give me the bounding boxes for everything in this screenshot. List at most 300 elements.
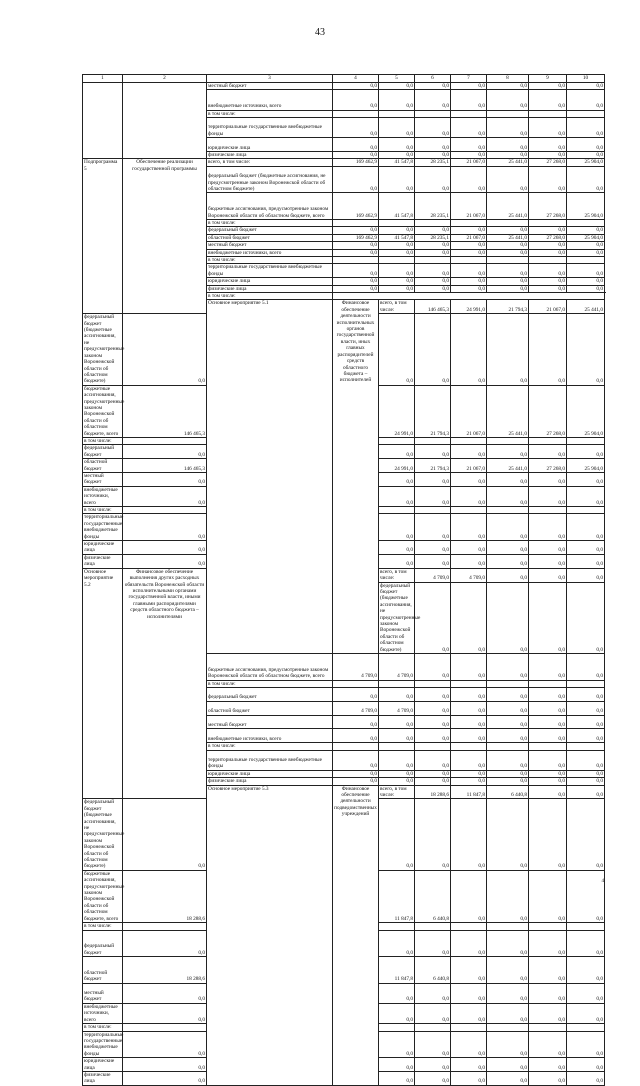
amount-cell: 0,0 [451,799,487,870]
amount-cell: 0,0 [451,715,487,729]
amount-cell: 0,0 [333,687,379,701]
amount-cell: 0,0 [567,242,605,249]
amount-cell: 0,0 [487,249,529,256]
amount-cell: 25 441,0 [487,159,529,166]
empty-cell [415,507,451,514]
amount-cell: 0,0 [379,151,415,158]
amount-cell: 0,0 [333,166,379,193]
amount-cell: 0,0 [567,1071,605,1085]
amount-cell: 0,0 [415,983,451,1003]
empty-cell [415,923,451,930]
amount-cell: 0,0 [487,445,529,459]
amount-cell: 0,0 [487,314,529,385]
column-header: 1 [83,75,123,83]
funding-source: внебюджетные источники, всего [207,249,333,256]
amount-cell: 0,0 [487,541,529,555]
amount-cell: 0,0 [379,249,415,256]
amount-cell: 27 268,0 [529,459,567,473]
amount-cell: 21 794,3 [415,385,451,437]
amount-cell: 0,0 [487,83,529,90]
amount-cell: 4 709,0 [451,568,487,582]
empty-cell [379,437,415,444]
amount-cell: 0,0 [379,770,415,777]
amount-cell: 0,0 [451,278,487,285]
amount-cell: 0,0 [379,514,415,541]
funding-source: в том числе: [207,257,333,264]
amount-cell: 0,0 [379,90,415,110]
amount-cell: 41 547,8 [379,193,415,220]
empty-cell [529,257,567,264]
amount-cell: 0,0 [415,541,451,555]
amount-cell: 25 904,0 [567,234,605,241]
empty-cell [333,257,379,264]
amount-cell: 41 547,8 [379,234,415,241]
funding-source: местный бюджет [207,83,333,90]
funding-source: федеральный бюджет [83,445,123,459]
column-header: 4 [333,75,379,83]
empty-cell [379,507,415,514]
funding-source: областной бюджет [207,701,333,715]
amount-cell: 146 465,3 [415,300,451,314]
amount-cell: 0,0 [451,750,487,770]
empty-cell [415,1024,451,1031]
amount-cell: 0,0 [333,90,379,110]
amount-cell: 25 904,0 [567,459,605,473]
amount-cell: 25 441,0 [567,300,605,314]
amount-cell: 21 067,0 [451,159,487,166]
amount-cell: 27 268,0 [529,234,567,241]
amount-cell: 0,0 [415,83,451,90]
empty-cell [451,110,487,117]
amount-cell: 0,0 [487,554,529,568]
amount-cell: 0,0 [567,473,605,487]
amount-cell: 6 440,8 [415,957,451,984]
amount-cell: 0,0 [451,445,487,459]
empty-cell [451,507,487,514]
amount-cell: 28 235,1 [415,234,451,241]
amount-cell: 0,0 [415,1031,451,1058]
amount-cell: 0,0 [451,930,487,957]
amount-cell: 0,0 [415,1058,451,1072]
amount-cell: 0,0 [487,701,529,715]
funding-source: федеральный бюджет (бюджетные ассигнования, не предусмотренные законом Воронежской области об областном бюджете) [380,582,421,653]
amount-cell: 0,0 [333,227,379,234]
amount-cell: 0,0 [415,151,451,158]
amount-cell: 11 847,8 [379,957,415,984]
empty-cell [333,219,379,226]
empty-cell [567,507,605,514]
amount-cell: 0,0 [529,957,567,984]
amount-cell: 4 709,0 [333,701,379,715]
funding-source: юридические лица [207,770,333,777]
amount-cell: 0,0 [567,118,605,138]
empty-cell [415,437,451,444]
amount-cell: 21 794,3 [487,300,529,314]
amount-cell: 0,0 [123,930,207,957]
amount-cell: 0,0 [487,264,529,278]
amount-cell: 0,0 [487,486,529,506]
empty-cell [379,743,415,750]
amount-cell: 0,0 [567,514,605,541]
amount-cell: 0,0 [529,785,567,799]
empty-cell [451,923,487,930]
amount-cell: 0,0 [529,870,567,922]
amount-cell: 0,0 [487,568,529,582]
amount-cell: 0,0 [333,778,379,785]
amount-cell: 0,0 [529,264,567,278]
amount-cell: 0,0 [451,285,487,292]
amount-cell: 25 904,0 [567,159,605,166]
empty-cell [487,507,529,514]
amount-cell: 0,0 [379,314,415,385]
empty-cell [567,923,605,930]
amount-cell: 27 268,0 [529,193,567,220]
footnote-mark: 4 [601,879,604,884]
amount-cell: 0,0 [415,486,451,506]
column-header: 6 [415,75,451,83]
amount-cell: 0,0 [415,249,451,256]
amount-cell: 0,0 [415,750,451,770]
funding-source: местный бюджет [83,473,123,487]
amount-cell: 0,0 [567,930,605,957]
amount-cell: 0,0 [567,1003,605,1023]
amount-cell: 146 465,3 [123,459,207,473]
amount-cell: 0,0 [567,785,605,799]
amount-cell: 0,0 [567,729,605,743]
amount-cell: 0,0 [415,90,451,110]
amount-cell: 0,0 [567,870,605,922]
column-header: 8 [487,75,529,83]
funding-source: территориальные государственные внебюджетные фонды [84,1031,124,1057]
section-label: в том числе: [207,293,333,300]
amount-cell: 0,0 [487,715,529,729]
table-header [83,75,605,83]
amount-cell: 0,0 [567,554,605,568]
amount-cell: 0,0 [567,445,605,459]
amount-cell: 0,0 [451,138,487,152]
amount-cell: 0,0 [487,653,529,680]
amount-cell: 0,0 [529,554,567,568]
amount-cell: 0,0 [415,799,451,870]
funding-source: бюджетные ассигнования, предусмотренные законом Воронежской области об областном бюджете, всего [84,385,125,437]
empty-cell [123,437,207,444]
amount-cell: 0,0 [487,151,529,158]
empty-cell [529,1024,567,1031]
funding-source: областной бюджет [207,234,333,241]
funding-source: местный бюджет [207,715,333,729]
amount-cell: 0,0 [567,715,605,729]
amount-cell: 0,0 [123,554,207,568]
empty-cell [333,293,605,300]
amount-cell: 0,0 [567,687,605,701]
empty-cell [333,680,379,687]
empty-cell [379,219,415,226]
amount-cell: 0,0 [529,285,567,292]
amount-cell: 0,0 [487,582,529,653]
amount-cell: 0,0 [487,687,529,701]
amount-cell: 0,0 [415,687,451,701]
amount-cell: 169 462,9 [333,234,379,241]
funding-source: внебюджетные источники, всего [83,1003,123,1023]
amount-cell: 0,0 [451,701,487,715]
empty-cell [529,923,567,930]
amount-cell: 0,0 [451,473,487,487]
amount-cell: 6 440,8 [487,785,529,799]
amount-cell: 0,0 [529,314,567,385]
amount-cell: 0,0 [451,870,487,922]
amount-cell: 0,0 [451,653,487,680]
amount-cell: 0,0 [379,1058,415,1072]
amount-cell: 0,0 [451,770,487,777]
empty-cell [451,680,487,687]
empty-cell [415,110,451,117]
empty-cell [487,257,529,264]
funding-source: всего, в том числе: [207,159,333,166]
funding-source: областной бюджет [83,957,123,984]
amount-cell: 28 235,1 [415,159,451,166]
amount-cell: 0,0 [379,541,415,555]
empty-cell [487,110,529,117]
amount-cell: 0,0 [415,514,451,541]
amount-cell: 28 235,1 [415,193,451,220]
amount-cell: 0,0 [487,285,529,292]
amount-cell: 0,0 [379,264,415,278]
funding-source: территориальные государственные внебюджетные фонды [207,118,333,138]
amount-cell: 6 440,8 [415,870,451,922]
empty-cell [567,437,605,444]
empty-cell [379,1024,415,1031]
amount-cell: 27 268,0 [529,385,567,437]
amount-cell: 0,0 [379,486,415,506]
amount-cell: 27 268,0 [529,159,567,166]
amount-cell: 0,0 [451,166,487,193]
amount-cell: 0,0 [333,118,379,138]
amount-cell: 0,0 [379,242,415,249]
empty-cell [333,743,379,750]
amount-cell: 169 462,9 [333,159,379,166]
amount-cell: 0,0 [529,486,567,506]
amount-cell: 0,0 [415,930,451,957]
program-code: Основное мероприятие 5.1 [207,300,333,654]
amount-cell: 0,0 [487,166,529,193]
amount-cell: 0,0 [415,653,451,680]
empty-cell [451,1024,487,1031]
amount-cell: 0,0 [123,1071,207,1085]
amount-cell: 25 441,0 [487,234,529,241]
amount-cell: 0,0 [415,264,451,278]
empty-cell [415,219,451,226]
amount-cell: 0,0 [415,314,451,385]
amount-cell: 0,0 [451,1071,487,1085]
amount-cell: 0,0 [487,1003,529,1023]
amount-cell: 0,0 [529,138,567,152]
amount-cell: 4 709,0 [415,568,451,582]
amount-cell: 0,0 [451,249,487,256]
amount-cell: 0,0 [415,227,451,234]
amount-cell: 0,0 [487,242,529,249]
funding-source: всего, в том числе: [379,568,415,582]
amount-cell: 0,0 [487,138,529,152]
amount-cell: 0,0 [529,799,567,870]
amount-cell: 0,0 [123,541,207,555]
amount-cell: 0,0 [529,568,567,582]
amount-cell: 25 441,0 [487,193,529,220]
funding-source: внебюджетные источники, всего [83,486,123,506]
amount-cell: 0,0 [379,445,415,459]
empty-cell [567,219,605,226]
empty-cell [415,680,451,687]
funding-source: юридические лица [83,541,123,555]
amount-cell: 0,0 [529,930,567,957]
empty-cell [567,110,605,117]
amount-cell: 0,0 [567,568,605,582]
amount-cell: 0,0 [415,770,451,777]
amount-cell: 24 991,0 [379,385,415,437]
empty-cell [83,83,123,159]
funding-source: федеральный бюджет (бюджетные ассигнования, не предусмотренные законом Воронежской области об областном бюджете) [84,799,125,870]
amount-cell: 0,0 [415,778,451,785]
amount-cell: 0,0 [567,166,605,193]
amount-cell: 0,0 [567,653,605,680]
empty-cell [567,257,605,264]
amount-cell: 0,0 [567,957,605,984]
empty-cell [379,680,415,687]
amount-cell: 0,0 [529,151,567,158]
empty-cell [379,923,415,930]
amount-cell: 0,0 [451,687,487,701]
amount-cell: 0,0 [451,227,487,234]
budget-table [82,74,605,1086]
amount-cell: 0,0 [415,729,451,743]
amount-cell: 0,0 [567,227,605,234]
empty-cell [529,219,567,226]
amount-cell: 0,0 [567,278,605,285]
funding-source: юридические лица [207,278,333,285]
amount-cell: 0,0 [451,264,487,278]
amount-cell: 0,0 [529,166,567,193]
amount-cell: 18 288,6 [123,870,207,922]
empty-cell [487,743,529,750]
funding-source: областной бюджет [83,459,123,473]
amount-cell: 0,0 [487,750,529,770]
amount-cell: 0,0 [529,249,567,256]
amount-cell: 0,0 [451,151,487,158]
funding-source: в том числе: [83,1024,123,1031]
page-number: 43 [315,27,325,38]
amount-cell: 0,0 [487,729,529,743]
amount-cell: 0,0 [567,151,605,158]
program-title: Обеспечение реализации государственной программы [123,159,207,314]
amount-cell: 21 067,0 [529,300,567,314]
funding-source: в том числе: [207,680,333,687]
column-header: 5 [379,75,415,83]
amount-cell: 0,0 [333,715,379,729]
amount-cell: 0,0 [567,90,605,110]
empty-cell [529,743,567,750]
amount-cell: 0,0 [451,314,487,385]
amount-cell: 0,0 [567,799,605,870]
empty-cell [487,219,529,226]
empty-cell [451,743,487,750]
table-row [83,159,605,166]
funding-source: федеральный бюджет [207,687,333,701]
empty-cell [379,257,415,264]
amount-cell: 0,0 [379,778,415,785]
funding-source: бюджетные ассигнования, предусмотренные законом Воронежской области об областном бюджете, всего [207,653,333,680]
amount-cell: 0,0 [415,118,451,138]
amount-cell: 0,0 [567,770,605,777]
amount-cell: 0,0 [379,1031,415,1058]
amount-cell: 0,0 [529,90,567,110]
amount-cell: 4 709,0 [379,701,415,715]
funding-source: территориальные государственные внебюджетные фонды [84,514,124,540]
amount-cell: 0,0 [333,151,379,158]
funding-source: физические лица [83,554,123,568]
amount-cell: 0,0 [123,314,207,385]
amount-cell: 0,0 [487,870,529,922]
amount-cell: 0,0 [415,445,451,459]
amount-cell: 0,0 [487,930,529,957]
amount-cell: 21 794,3 [415,459,451,473]
amount-cell: 0,0 [379,1003,415,1023]
funding-source: территориальные государственные внебюджетные фонды [207,264,333,278]
empty-cell [123,1024,207,1031]
funding-source: территориальные государственные внебюджетные фонды [207,750,333,770]
amount-cell: 0,0 [529,729,567,743]
empty-cell [123,83,207,159]
amount-cell: 25 441,0 [487,385,529,437]
amount-cell: 0,0 [379,227,415,234]
funding-source: всего, в том числе: [379,300,415,314]
amount-cell: 0,0 [451,118,487,138]
amount-cell: 0,0 [529,770,567,777]
column-header: 7 [451,75,487,83]
amount-cell: 0,0 [333,242,379,249]
funding-source: в том числе: [207,219,333,226]
amount-cell: 0,0 [487,278,529,285]
amount-cell: 0,0 [567,1031,605,1058]
amount-cell: 0,0 [333,750,379,770]
amount-cell: 0,0 [567,486,605,506]
empty-cell [487,923,529,930]
amount-cell: 0,0 [487,983,529,1003]
program-title: Финансовое обеспечение деятельности исполнительных органов государственной власти, иных главных распорядителей средств областного бюджета – исполнителей [333,300,379,654]
amount-cell: 0,0 [529,1058,567,1072]
funding-source: местный бюджет [207,242,333,249]
amount-cell: 0,0 [567,778,605,785]
amount-cell: 0,0 [379,166,415,193]
empty-cell [529,507,567,514]
funding-source: в том числе: [207,743,333,750]
amount-cell: 0,0 [379,473,415,487]
empty-cell [333,110,379,117]
empty-cell [123,923,207,930]
amount-cell: 0,0 [333,83,379,90]
funding-source: федеральный бюджет [207,227,333,234]
amount-cell: 0,0 [529,983,567,1003]
amount-cell: 0,0 [567,983,605,1003]
empty-cell [567,1024,605,1031]
funding-source: внебюджетные источники, всего [207,729,333,743]
amount-cell: 169 462,9 [333,193,379,220]
amount-cell: 0,0 [567,285,605,292]
amount-cell: 41 547,8 [379,159,415,166]
column-header: 10 [567,75,605,83]
amount-cell: 4 709,0 [333,653,379,680]
amount-cell: 0,0 [123,473,207,487]
amount-cell: 0,0 [567,138,605,152]
amount-cell: 0,0 [379,983,415,1003]
